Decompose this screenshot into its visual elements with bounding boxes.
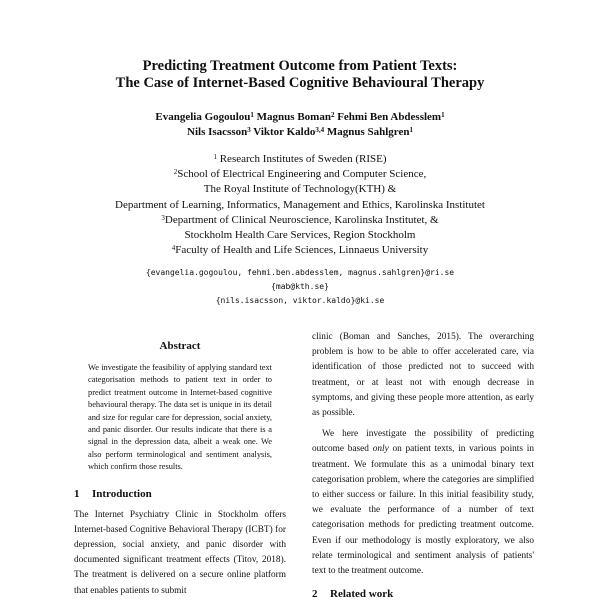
section-title: Related work: [330, 588, 394, 600]
affiliation-line: Department of Learning, Informatics, Management and Ethics, Karolinska Institutet: [115, 198, 485, 211]
affiliation-list: [0, 152, 600, 258]
author-name: Magnus Sahlgren: [326, 126, 410, 138]
left-column: [74, 340, 286, 599]
author-line-1: [0, 110, 600, 125]
section-heading-related-work: [312, 588, 393, 600]
right-column: [312, 330, 534, 579]
affiliation-line: Stockholm Health Care Services, Region Stockholm: [184, 229, 416, 242]
body-paragraph: clinic (Boman and Sanches, 2015). The overarching problem is how to be able to offer accelerated care, via identification of those predicted not to succeed with treatment, or at least not with enough decrease in symptoms, and giving these people more attention, as early as possible.: [312, 332, 534, 419]
affiliation-line: $^1$ Research Institutes of Sweden (RISE): [213, 153, 387, 165]
email-line: {evangelia.gogoulou, fehmi.ben.abdesslem, magnus.sahlgren}@ri.se: [145, 268, 455, 277]
affiliation-line: $^2$School of Electrical Engineering and Computer Science,: [173, 168, 427, 181]
affiliation-line: $^4$Faculty of Health and Life Sciences, Linnaeus University: [171, 244, 429, 257]
email-line: {nils.isacsson, viktor.kaldo}@ki.se: [215, 296, 385, 305]
author-affil-mark: 1: [250, 111, 254, 119]
author-name: Nils Isacsson: [187, 126, 248, 138]
author-affil-mark: 2: [330, 111, 335, 119]
section-number: 1: [74, 487, 80, 500]
affiliation-line: The Royal Institute of Technology(KTH) &: [203, 183, 397, 196]
emphasis: only: [372, 444, 389, 455]
email-list: [0, 266, 600, 308]
abstract-body: We investigate the feasibility of applying standard text categorisation methods to patient text in order to predict treatment outcome in Internet-based cognitive behavioural therapy. The data set is unique in its detail and size for regular care for depression, social anxiety, and panic disorder. Our results indicate that there is a signal in the depression data, albeit a weak one. We also perform terminological and sentiment analysis, which confirm those results.: [88, 363, 272, 472]
title-line-2: The Case of Internet-Based Cognitive Behavioural Therapy: [115, 75, 485, 91]
body-paragraph: We here investigate the possibility of predicting outcome based only on patient texts, in various points in treatment. We formulate this as a unimodal binary text categorisation problem, where the categories are simplified to either success or failure. In this initial feasibility study, we evaluate the performance of a number of text categorisation methods for predicting treatment outcome. Even if our methodology is mostly exploratory, we also relate terminological and sentiment analysis of patients' text to the treatment outcome.: [312, 429, 534, 577]
author-name: Evangelia Gogoulou: [155, 111, 251, 123]
author-affil-mark: 3,4: [315, 126, 325, 134]
author-list: [0, 110, 600, 140]
paper-title: [0, 58, 600, 92]
introduction-paragraph: The Internet Psychiatry Clinic in Stockholm offers Internet-based Cognitive Behavioral Therapy (ICBT) for depression, social anxiety, and panic disorder with documented significant treatment effects (Titov, 2018). The treatment is delivered on a secure online platform that enables patients to submit: [74, 509, 286, 596]
abstract-heading: Abstract: [159, 340, 201, 352]
section-title: Introduction: [92, 487, 152, 500]
section-heading-introduction: [74, 488, 286, 500]
section-number: 2: [312, 588, 318, 600]
author-affil-mark: 1: [441, 111, 445, 119]
affiliation-line: $^3$Department of Clinical Neuroscience, Karolinska Institutet, &: [161, 213, 439, 226]
title-line-1: Predicting Treatment Outcome from Patient Texts:: [142, 58, 458, 74]
author-affil-mark: 3: [247, 126, 251, 134]
author-line-2: [0, 125, 600, 140]
author-name: Viktor Kaldo: [253, 126, 316, 138]
author-name: Magnus Boman: [256, 111, 331, 123]
author-name: Fehmi Ben Abdesslem: [337, 111, 442, 123]
author-affil-mark: 1: [409, 126, 413, 134]
email-line: {mab@kth.se}: [271, 282, 329, 291]
